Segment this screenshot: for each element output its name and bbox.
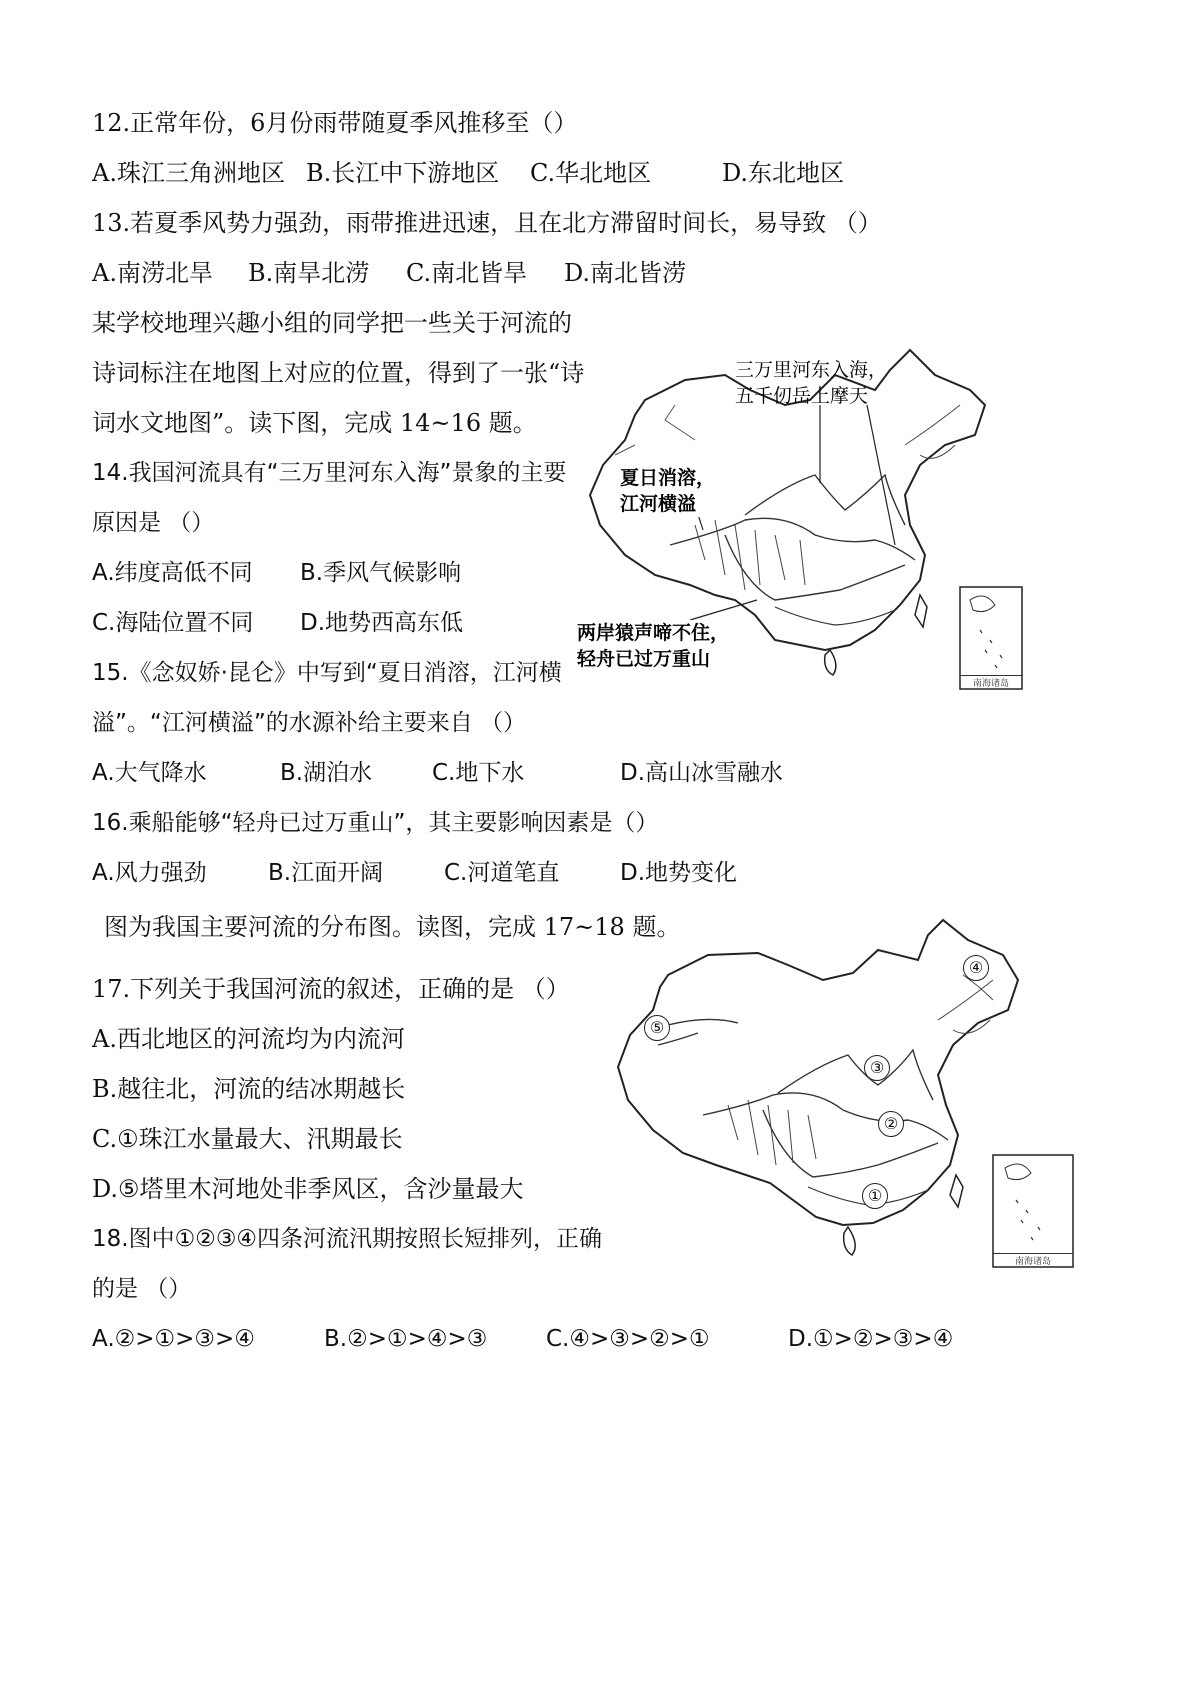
intro1-line-2: 诗词标注在地图上对应的位置，得到了一张“诗	[92, 359, 585, 387]
map1-label-three-gorges	[577, 620, 729, 672]
map2-inset-label: 南海诸岛	[993, 1253, 1073, 1267]
q13-option-d[interactable]: D.南北皆涝	[564, 259, 687, 287]
q13-option-a[interactable]: A.南涝北旱	[92, 259, 213, 287]
q17-option-b[interactable]: B.越往北，河流的结冰期越长	[92, 1075, 406, 1103]
q12-stem: 12.正常年份，6月份雨带随夏季风推移至（）	[92, 109, 578, 137]
q15-option-c[interactable]: C.地下水	[432, 760, 525, 786]
intro1-line-3: 词水文地图”。读下图，完成 14~16 题。	[92, 409, 537, 437]
poetry-hydrology-map	[575, 345, 1025, 695]
q15-option-b[interactable]: B.湖泊水	[280, 760, 373, 786]
river-marker-5: ⑤	[644, 1015, 670, 1041]
q16-option-c[interactable]: C.河道笔直	[444, 860, 560, 886]
q16-option-d[interactable]: D.地势变化	[620, 860, 738, 886]
major-rivers-map	[598, 915, 1078, 1270]
q18-option-a[interactable]: A.②>①>③>④	[92, 1326, 255, 1352]
q12-option-a[interactable]: A.珠江三角洲地区	[92, 159, 285, 187]
q15-option-d[interactable]: D.高山冰雪融水	[620, 760, 784, 786]
q18-stem-line-1: 18.图中①②③④四条河流汛期按照长短排列，正确	[92, 1226, 603, 1252]
q13-stem: 13.若夏季风势力强劲，雨带推进迅速，且在北方滞留时间长，易导致 （）	[92, 209, 882, 237]
river-marker-2: ②	[878, 1111, 904, 1137]
q16-option-a[interactable]: A.风力强劲	[92, 860, 207, 886]
q13-option-c[interactable]: C.南北皆旱	[406, 259, 528, 287]
q16-stem: 16.乘船能够“轻舟已过万重山”，其主要影响因素是（）	[92, 810, 659, 836]
q14-option-d[interactable]: D.地势西高东低	[300, 610, 464, 636]
map1-label-yellow-river	[735, 357, 887, 409]
q14-option-b[interactable]: B.季风气候影响	[300, 560, 462, 586]
q14-option-a[interactable]: A.纬度高低不同	[92, 560, 253, 586]
map1-label-yellow-river-line-1: 三万里河东入海，	[735, 359, 888, 381]
q17-option-c[interactable]: C.①珠江水量最大、汛期最长	[92, 1125, 403, 1153]
q17-option-a[interactable]: A.西北地区的河流均为内流河	[92, 1025, 405, 1053]
map1-label-kunlun-line-2: 江河横溢	[620, 493, 697, 515]
q16-option-b[interactable]: B.江面开阔	[268, 860, 384, 886]
intro1-line-1: 某学校地理兴趣小组的同学把一些关于河流的	[92, 309, 572, 337]
q12-option-c[interactable]: C.华北地区	[530, 159, 652, 187]
q15-stem-line-2: 溢”。“江河横溢”的水源补给主要来自 （）	[92, 710, 527, 736]
river-marker-1: ①	[862, 1183, 888, 1209]
q13-option-b[interactable]: B.南旱北涝	[248, 259, 370, 287]
q15-option-a[interactable]: A.大气降水	[92, 760, 207, 786]
q18-option-c[interactable]: C.④>③>②>①	[546, 1326, 710, 1352]
q14-stem-line-2: 原因是 （）	[92, 510, 215, 536]
q18-option-b[interactable]: B.②>①>④>③	[324, 1326, 488, 1352]
map1-label-three-gorges-line-2: 轻舟已过万重山	[577, 648, 711, 670]
map1-label-yellow-river-line-2: 五千仞岳上摩天	[735, 385, 869, 407]
q17-option-d[interactable]: D.⑤塔里木河地处非季风区，含沙量最大	[92, 1175, 524, 1203]
q18-stem-line-2: 的是 （）	[92, 1276, 192, 1302]
q18-option-d[interactable]: D.①>②>③>④	[788, 1326, 954, 1352]
river-marker-3: ③	[864, 1055, 890, 1081]
q15-stem-line-1: 15.《念奴娇·昆仑》中写到“夏日消溶，江河横	[92, 660, 562, 686]
map1-inset-label: 南海诸岛	[960, 675, 1022, 689]
q12-option-b[interactable]: B.长江中下游地区	[306, 159, 500, 187]
q17-stem: 17.下列关于我国河流的叙述，正确的是 （）	[92, 975, 570, 1003]
intro2-text: 图为我国主要河流的分布图。读图，完成 17~18 题。	[104, 913, 681, 941]
map1-label-kunlun-line-1: 夏日消溶，	[620, 467, 716, 489]
river-marker-4: ④	[963, 955, 989, 981]
map1-label-three-gorges-line-1: 两岸猿声啼不住，	[577, 622, 730, 644]
q12-option-d[interactable]: D.东北地区	[722, 159, 845, 187]
q14-option-c[interactable]: C.海陆位置不同	[92, 610, 254, 636]
q14-stem-line-1: 14.我国河流具有“三万里河东入海”景象的主要	[92, 460, 567, 486]
map1-label-kunlun	[620, 465, 715, 517]
